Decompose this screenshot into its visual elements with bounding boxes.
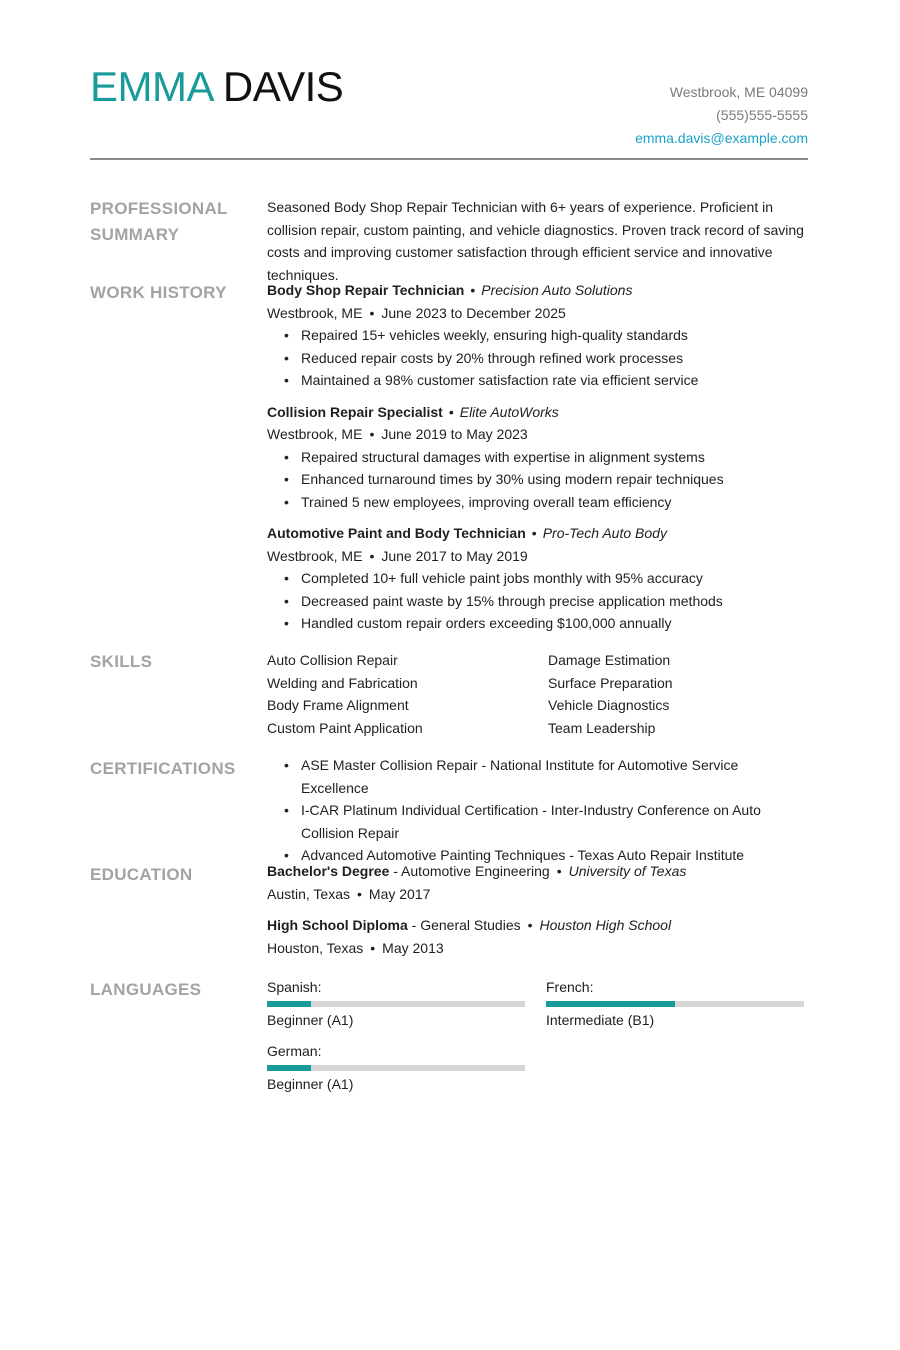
certification-list <box>267 754 787 867</box>
education-section <box>267 860 812 968</box>
summary-section <box>267 196 812 286</box>
job-dates: June 2017 to May 2019 <box>381 547 528 564</box>
certification-item: • ASE Master Collision Repair - National Institute for Automotive Service Excellence <box>301 754 787 799</box>
skill-item: Welding and Fabrication <box>267 674 418 691</box>
education-school: Houston High School <box>539 917 672 933</box>
job-bullet: • Decreased paint waste by 15% through precise application methods <box>301 590 812 613</box>
education-location: Austin, Texas <box>267 885 351 902</box>
first-name: EMMA <box>90 63 212 110</box>
separator-dot: • <box>357 885 362 902</box>
last-name: DAVIS <box>222 63 344 110</box>
job-company: Elite AutoWorks <box>459 403 559 420</box>
section-label-summary: PROFESSIONAL SUMMARY <box>90 199 228 244</box>
section-label-skills: SKILLS <box>90 652 153 671</box>
candidate-name <box>90 64 343 110</box>
language-level: Intermediate (B1) <box>546 1012 655 1028</box>
job-entry <box>267 279 812 392</box>
separator-dot: • <box>369 426 375 442</box>
job-entry <box>267 401 812 514</box>
skills-section <box>267 649 812 739</box>
job-dates: June 2019 to May 2023 <box>381 426 528 442</box>
work-history-section <box>267 279 812 644</box>
education-header <box>267 860 812 883</box>
job-entry <box>267 522 812 635</box>
section-label-certifications: CERTIFICATIONS <box>90 759 236 778</box>
job-title: Collision Repair Specialist <box>267 403 443 420</box>
skill-item: Body Frame Alignment <box>267 697 409 713</box>
job-bullets <box>267 446 812 514</box>
language-name: Spanish: <box>267 979 322 995</box>
job-bullet: • Repaired 15+ vehicles weekly, ensuring high-quality standards <box>301 324 812 347</box>
job-dates: June 2023 to December 2025 <box>381 304 566 321</box>
job-bullet: • Enhanced turnaround times by 30% using modern repair techniques <box>301 468 812 491</box>
separator-dot: • <box>369 304 375 321</box>
job-company: Precision Auto Solutions <box>481 282 633 298</box>
skill-item: Damage Estimation <box>548 652 671 668</box>
education-degree: Bachelor's Degree <box>267 863 390 879</box>
job-header <box>267 401 812 424</box>
contact-block <box>635 81 808 150</box>
language-entry <box>267 1041 525 1095</box>
certifications-section <box>267 754 787 867</box>
separator-dot: • <box>370 939 376 956</box>
skill-item: Surface Preparation <box>548 674 673 691</box>
certification-item: • I-CAR Platinum Individual Certification - Inter-Industry Conference on Auto Collision Repair <box>301 799 787 844</box>
education-degree: High School Diploma <box>267 917 408 933</box>
job-bullets <box>267 567 812 635</box>
job-bullet: • Completed 10+ full vehicle paint jobs monthly with 95% accuracy <box>301 567 812 590</box>
education-entry <box>267 860 812 905</box>
education-field: - General Studies <box>407 917 521 933</box>
job-bullet: • Handled custom repair orders exceeding $100,000 annually <box>301 612 812 635</box>
job-bullet: • Maintained a 98% customer satisfaction rate via efficient service <box>301 369 812 392</box>
education-entry <box>267 914 812 959</box>
language-proficiency-bar <box>267 1065 525 1071</box>
education-header <box>267 914 812 937</box>
job-location: Westbrook, ME <box>267 547 363 564</box>
job-company: Pro-Tech Auto Body <box>542 525 667 541</box>
language-level: Beginner (A1) <box>267 1012 354 1028</box>
separator-dot: • <box>527 917 533 933</box>
education-school: University of Texas <box>568 863 687 879</box>
section-label-languages: LANGUAGES <box>90 980 202 999</box>
job-bullet: • Trained 5 new employees, improving overall team efficiency <box>301 491 812 514</box>
skill-item: Team Leadership <box>548 719 656 736</box>
skill-item: Auto Collision Repair <box>267 652 398 668</box>
job-header <box>267 279 812 302</box>
job-meta <box>267 545 812 568</box>
contact-email[interactable]: emma.davis@example.com <box>635 130 808 146</box>
job-bullet: • Repaired structural damages with expertise in alignment systems <box>301 446 812 469</box>
language-name: French: <box>546 979 594 995</box>
language-proficiency-bar <box>546 1001 804 1007</box>
certification-item: • Advanced Automotive Painting Techniques - Texas Auto Repair Institute <box>301 844 787 867</box>
contact-location: Westbrook, ME 04099 <box>669 84 808 100</box>
contact-phone: (555)555-5555 <box>716 107 808 123</box>
skill-item: Vehicle Diagnostics <box>548 697 670 713</box>
job-bullet: • Reduced repair costs by 20% through refined work processes <box>301 347 812 370</box>
education-location: Houston, Texas <box>267 939 364 956</box>
job-location: Westbrook, ME <box>267 426 363 442</box>
separator-dot: • <box>470 282 476 298</box>
job-title: Body Shop Repair Technician <box>267 282 465 298</box>
job-meta <box>267 302 812 325</box>
languages-section <box>267 977 807 1095</box>
header-divider <box>90 158 808 160</box>
separator-dot: • <box>556 863 562 879</box>
job-bullets <box>267 324 812 392</box>
separator-dot: • <box>448 403 454 420</box>
job-meta <box>267 423 812 446</box>
language-entry <box>267 977 525 1031</box>
education-date: May 2017 <box>368 885 431 902</box>
language-proficiency-fill <box>267 1001 311 1007</box>
section-label-education: EDUCATION <box>90 865 193 884</box>
section-label-work-history: WORK HISTORY <box>90 283 227 302</box>
language-name: German: <box>267 1043 322 1059</box>
language-level: Beginner (A1) <box>267 1076 354 1092</box>
job-location: Westbrook, ME <box>267 304 363 321</box>
education-meta <box>267 937 812 960</box>
education-meta <box>267 883 812 906</box>
separator-dot: • <box>369 547 375 564</box>
language-proficiency-fill <box>546 1001 675 1007</box>
language-entry <box>546 977 804 1031</box>
education-field: - Automotive Engineering <box>389 863 550 879</box>
language-proficiency-fill <box>267 1065 311 1071</box>
job-title: Automotive Paint and Body Technician <box>267 525 526 541</box>
language-proficiency-bar <box>267 1001 525 1007</box>
summary-text: Seasoned Body Shop Repair Technician with 6+ years of experience. Proficient in collision repair, custom painting, and vehicle diagnostics. Proven track record of saving costs and improving customer satisfaction through efficient service and innovative techniques. <box>267 199 804 283</box>
skill-item: Custom Paint Application <box>267 719 423 736</box>
job-header <box>267 522 812 545</box>
separator-dot: • <box>531 525 537 541</box>
education-date: May 2013 <box>382 939 444 956</box>
